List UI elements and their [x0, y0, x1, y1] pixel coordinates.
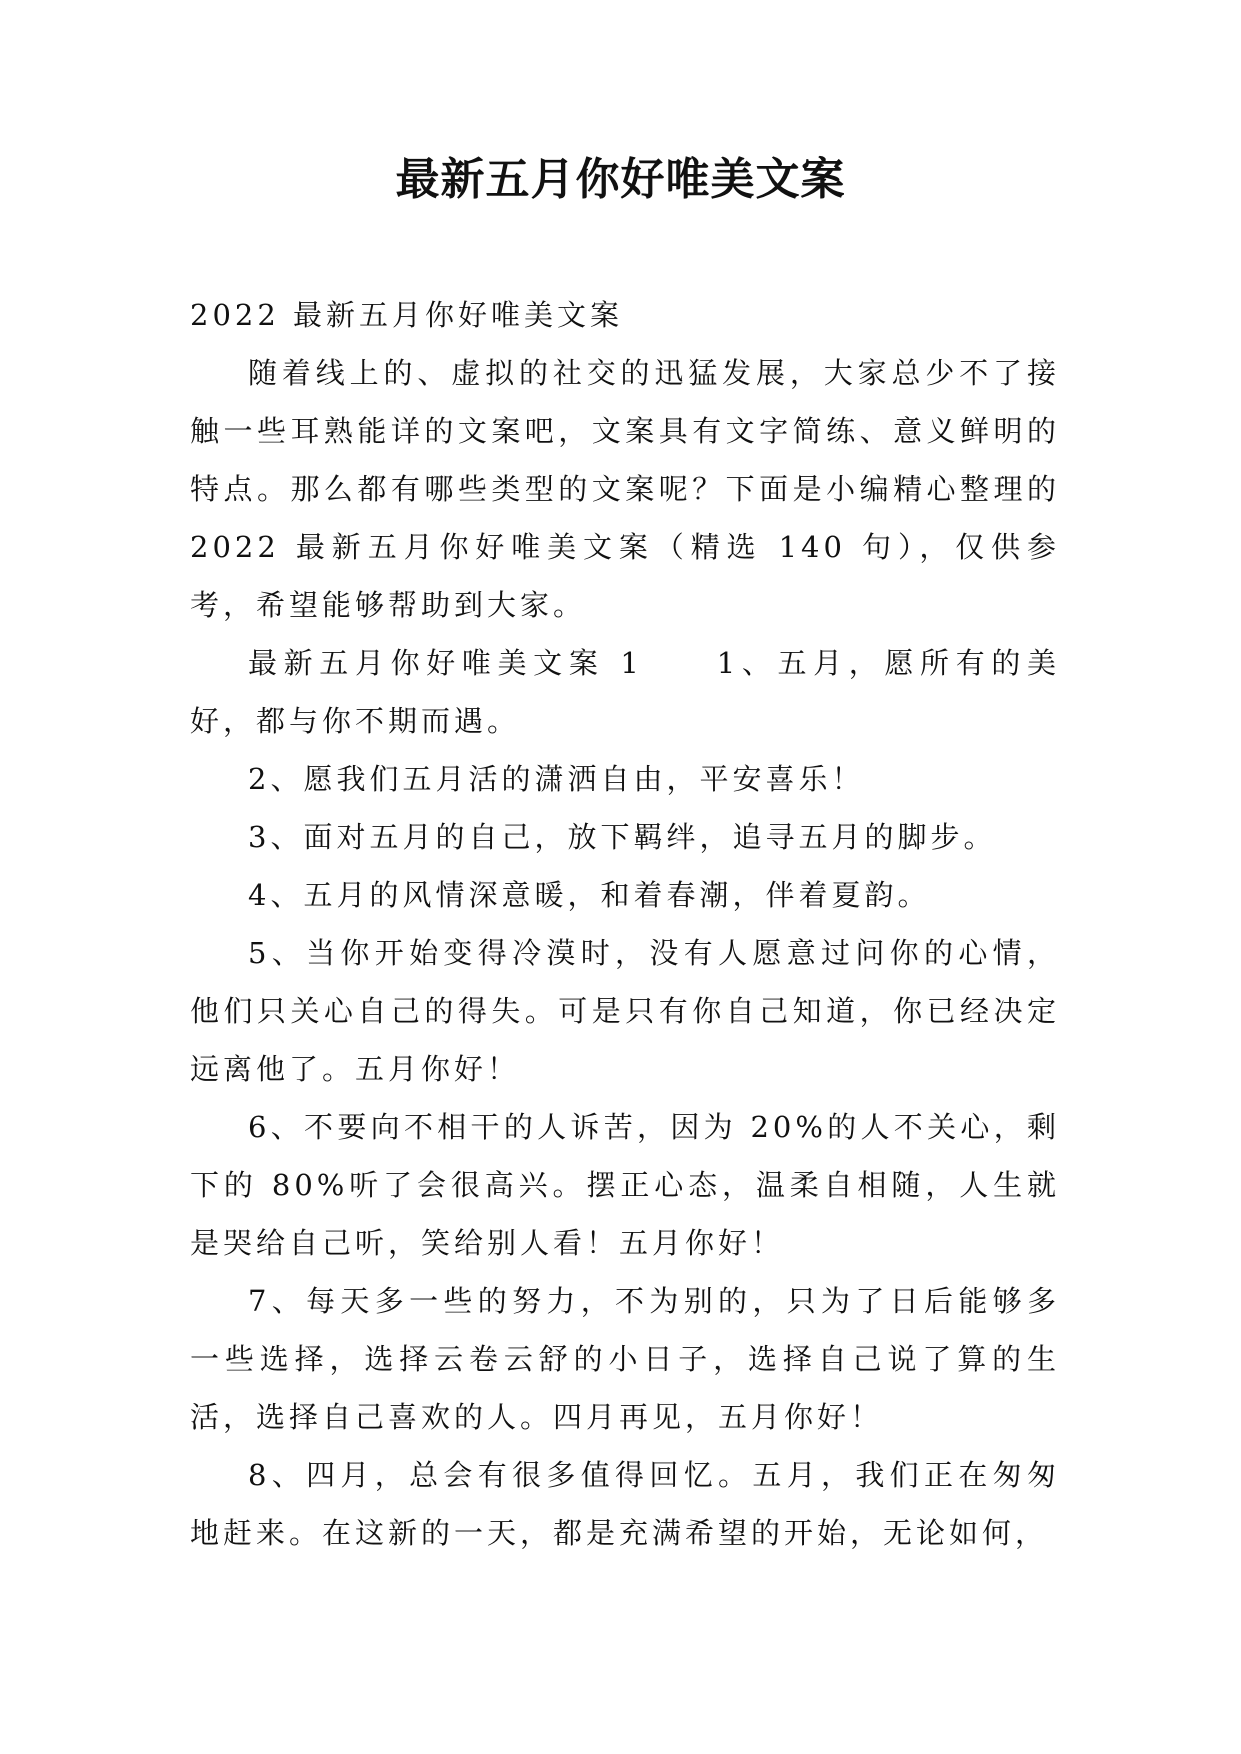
item-6-paragraph: 6、不要向不相干的人诉苦，因为 20%的人不关心，剩下的 80%听了会很高兴。摆正心态，温柔自相随，人生就是哭给自己听，笑给别人看！五月你好！	[190, 1110, 1060, 1260]
item-3-paragraph: 3、面对五月的自己，放下羁绊，追寻五月的脚步。	[248, 820, 997, 854]
section-1-paragraph: 最新五月你好唯美文案 1 1、五月，愿所有的美好，都与你不期而遇。	[190, 646, 1060, 738]
item-8-paragraph: 8、四月，总会有很多值得回忆。五月，我们正在匆匆地赶来。在这新的一天，都是充满希望的开始，无论如何，	[190, 1458, 1060, 1550]
item-4-paragraph: 4、五月的风情深意暖，和着春潮，伴着夏韵。	[248, 878, 931, 912]
intro-paragraph: 随着线上的、虚拟的社交的迅猛发展，大家总少不了接触一些耳熟能详的文案吧，文案具有文字简练、意义鲜明的特点。那么都有哪些类型的文案呢？下面是小编精心整理的 2022 最新五月你好唯美文案（精选 140 句），仅供参考，希望能够帮助到大家。	[190, 356, 1060, 622]
document-body	[190, 286, 1060, 1562]
item-5-paragraph: 5、当你开始变得冷漠时，没有人愿意过问你的心情，他们只关心自己的得失。可是只有你自己知道，你已经决定远离他了。五月你好！	[190, 936, 1060, 1086]
item-7-paragraph: 7、每天多一些的努力，不为别的，只为了日后能够多一些选择，选择云卷云舒的小日子，选择自己说了算的生活，选择自己喜欢的人。四月再见，五月你好！	[190, 1284, 1060, 1434]
item-2-paragraph: 2、愿我们五月活的潇洒自由，平安喜乐！	[248, 762, 865, 796]
document-title: 最新五月你好唯美文案	[395, 154, 846, 205]
subtitle-paragraph: 2022 最新五月你好唯美文案	[190, 298, 624, 332]
